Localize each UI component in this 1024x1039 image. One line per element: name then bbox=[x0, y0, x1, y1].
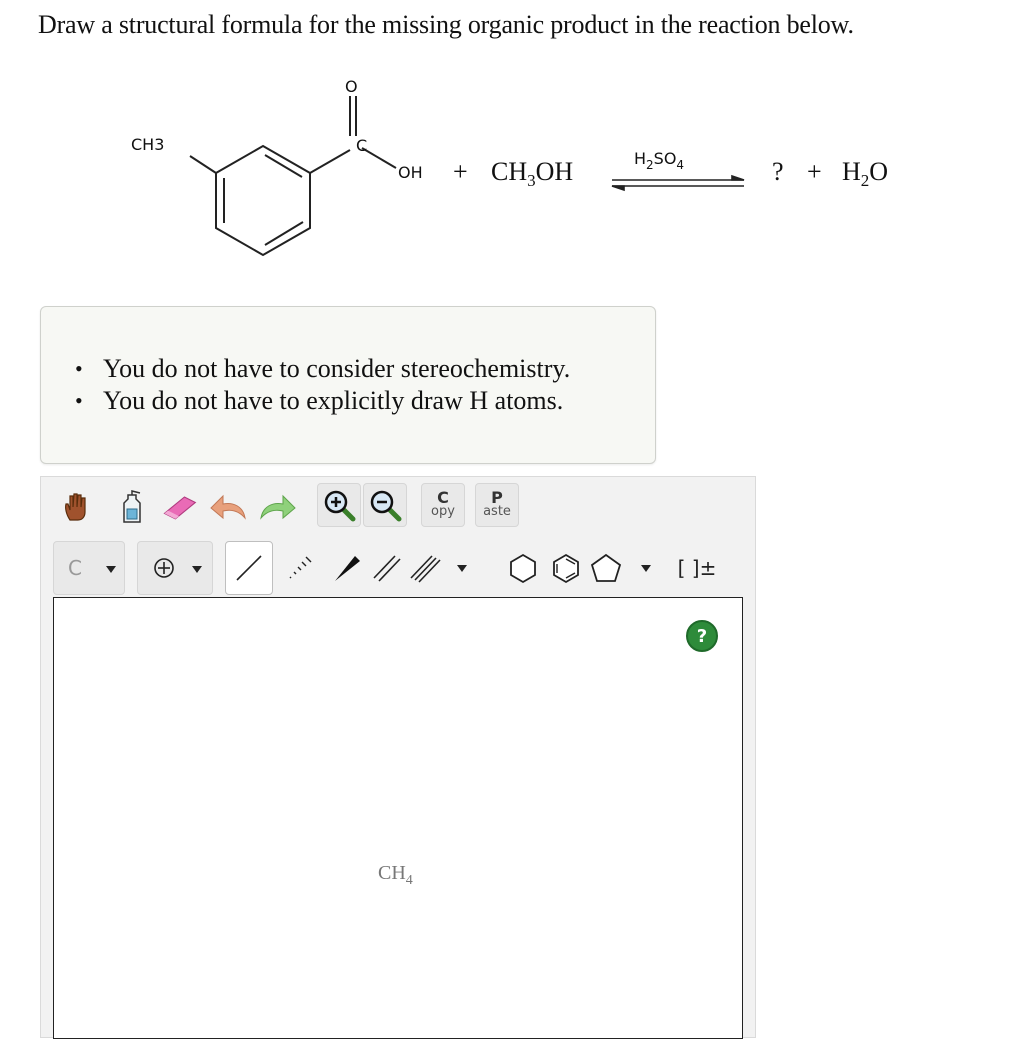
chevron-down-icon bbox=[457, 565, 467, 572]
carbonyl-oxygen: O bbox=[345, 77, 358, 96]
plus-charge-icon bbox=[152, 556, 176, 580]
cyclopentane-icon bbox=[589, 552, 623, 584]
chevron-down-icon bbox=[106, 566, 116, 573]
benzene-icon bbox=[550, 552, 582, 584]
single-bond-icon bbox=[233, 552, 265, 584]
bracket-label: [ ]± bbox=[677, 556, 717, 580]
hand-icon bbox=[60, 490, 94, 524]
wedge-bond-button[interactable] bbox=[327, 541, 367, 595]
methyl-label: CH3 bbox=[131, 135, 165, 154]
zoom-out-icon bbox=[368, 488, 402, 522]
paste-button[interactable] bbox=[475, 483, 519, 527]
wedge-bond-icon bbox=[331, 552, 363, 584]
benzene-ring-button[interactable] bbox=[545, 541, 587, 595]
eraser-tool-button[interactable] bbox=[159, 487, 199, 527]
help-button[interactable]: ? bbox=[686, 620, 718, 652]
benzene-ring bbox=[190, 96, 396, 255]
question-text: Draw a structural formula for the missing organic product in the reaction below. bbox=[38, 10, 854, 39]
hashed-bond-button[interactable] bbox=[277, 541, 323, 595]
zoom-in-button[interactable] bbox=[317, 483, 361, 527]
copy-label-big: C bbox=[437, 488, 449, 507]
structure-editor bbox=[40, 476, 756, 1038]
redo-icon bbox=[257, 492, 297, 522]
double-bond-button[interactable] bbox=[367, 541, 407, 595]
copy-label-small: opy bbox=[431, 504, 455, 519]
hint-item: • You do not have to consider stereochemistry. bbox=[103, 353, 570, 385]
hand-tool-button[interactable] bbox=[57, 487, 97, 527]
chevron-down-icon bbox=[192, 566, 202, 573]
unknown-product: ? bbox=[772, 157, 784, 186]
drawing-canvas[interactable] bbox=[53, 597, 743, 1039]
canvas-molecule[interactable]: $CH_4$ bbox=[378, 862, 413, 888]
atom-selector-label: C bbox=[68, 556, 82, 580]
hashed-bond-icon bbox=[284, 552, 316, 584]
pentagon-ring-selector[interactable] bbox=[589, 541, 661, 595]
methanol-formula: $CH_3OH$ bbox=[491, 157, 574, 190]
charge-selector[interactable] bbox=[137, 541, 213, 595]
redo-button[interactable] bbox=[257, 487, 297, 527]
undo-icon bbox=[209, 492, 249, 522]
paste-label-small: aste bbox=[483, 504, 511, 519]
cyclohexane-icon bbox=[507, 552, 539, 584]
paste-label-big: P bbox=[491, 488, 503, 507]
undo-button[interactable] bbox=[209, 487, 249, 527]
equilibrium-arrow-icon bbox=[612, 176, 744, 190]
hydroxyl-label: OH bbox=[398, 163, 423, 182]
clear-bottle-icon bbox=[118, 489, 148, 525]
triple-bond-icon bbox=[409, 552, 443, 584]
triple-bond-selector[interactable] bbox=[409, 541, 469, 595]
zoom-out-button[interactable] bbox=[363, 483, 407, 527]
catalyst-label: $H_2SO_4$ bbox=[634, 149, 685, 172]
eraser-icon bbox=[159, 492, 199, 522]
atom-selector[interactable] bbox=[53, 541, 125, 595]
copy-button[interactable] bbox=[421, 483, 465, 527]
plus-sign-1: + bbox=[453, 157, 468, 186]
clear-tool-button[interactable] bbox=[113, 487, 153, 527]
hint-item: • You do not have to explicitly draw H atoms. bbox=[103, 385, 570, 417]
water-formula: $H_2O$ bbox=[842, 157, 889, 190]
chevron-down-icon bbox=[641, 565, 651, 572]
zoom-in-icon bbox=[322, 488, 356, 522]
plus-sign-2: + bbox=[807, 157, 822, 186]
reaction-scheme bbox=[0, 0, 1024, 300]
double-bond-icon bbox=[371, 552, 403, 584]
hexagon-ring-button[interactable] bbox=[503, 541, 543, 595]
single-bond-button[interactable] bbox=[225, 541, 273, 595]
bracket-button[interactable] bbox=[669, 541, 725, 595]
hints-box bbox=[40, 306, 656, 464]
carbonyl-carbon: C bbox=[356, 136, 368, 155]
